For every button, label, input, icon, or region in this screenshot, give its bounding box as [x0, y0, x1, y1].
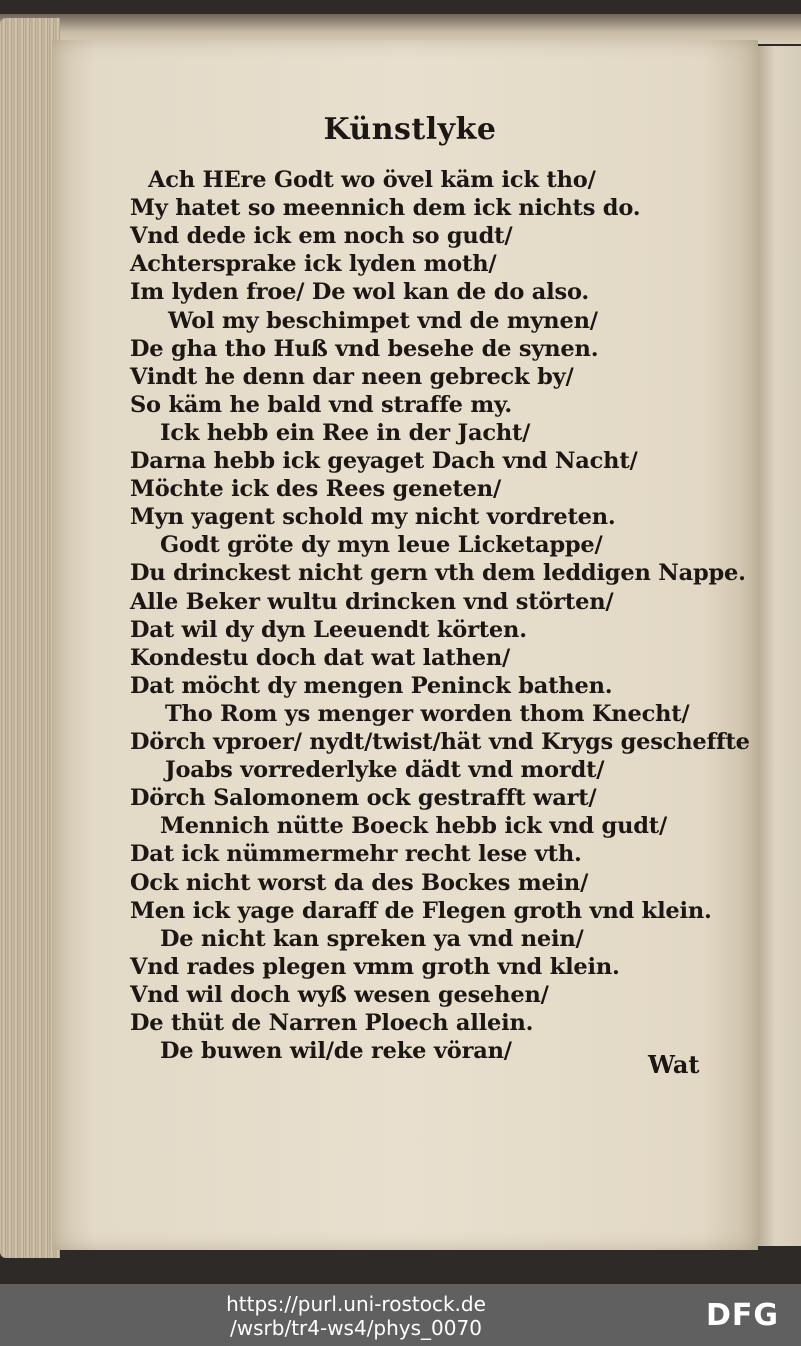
verse-line: Vnd wil doch wyß wesen gesehen/: [130, 981, 549, 1008]
verse-line: Men ick yage daraff de Flegen groth vnd klein.: [130, 897, 712, 924]
verse-line: Vindt he denn dar neen gebreck by/: [130, 363, 574, 390]
verse-line: Myn yagent schold my nicht vordreten.: [130, 504, 616, 531]
verse-line: Dörch vproer/ nydt/twist/hät vnd Krygs gescheffte: [130, 729, 750, 755]
book-fore-edge: [0, 18, 60, 1258]
verse-line: Möchte ick des Rees geneten/: [130, 476, 501, 503]
running-heading: Künstlyke: [323, 112, 497, 147]
verse-line: So käm he bald vnd straffe my.: [130, 391, 512, 418]
verse-line: My hatet so meennich dem ick nichts do.: [130, 195, 641, 222]
verse-line: Vnd dede ick em noch so gudt/: [130, 223, 513, 250]
verse-line: Ick hebb ein Ree in der Jacht/: [160, 419, 531, 446]
viewer-footer: [0, 1284, 801, 1346]
verse-line: Dat möcht dy mengen Peninck bathen.: [130, 672, 613, 699]
verse-line: Im lyden froe/ De wol kan de do also.: [130, 279, 590, 306]
verse-line: Ock nicht worst da des Bockes mein/: [130, 869, 589, 896]
verse-line: Alle Beker wultu drincken vnd störten/: [130, 588, 614, 615]
verse-line: Wol my beschimpet vnd de mynen/: [168, 307, 598, 334]
verse-line: Dat wil dy dyn Leeuendt körten.: [130, 616, 527, 643]
verse-line: Kondestu doch dat wat lathen/: [130, 644, 511, 671]
verse-line: Dat ick nümmermehr recht lese vth.: [130, 841, 582, 868]
verse-line: De gha tho Huß vnd besehe de synen.: [130, 335, 599, 362]
verse-line: De buwen wil/de reke vöran/: [160, 1038, 512, 1065]
dfg-logo: DFG: [706, 1298, 780, 1333]
permalink[interactable]: [0, 1292, 712, 1340]
permalink-line-2[interactable]: /wsrb/tr4-ws4/phys_0070: [230, 1316, 482, 1340]
verse-line: Dörch Salomonem ock gestrafft wart/: [130, 785, 597, 812]
verse-line: Tho Rom ys menger worden thom Knecht/: [165, 700, 690, 727]
verse-line: Vnd rades plegen vmm groth vnd klein.: [130, 953, 620, 980]
verse-line: Achtersprake ick lyden moth/: [130, 251, 497, 278]
catchword: Wat: [648, 1050, 700, 1079]
verse-line: De thüt de Narren Ploech allein.: [130, 1010, 534, 1036]
verse-line: Darna hebb ick geyaget Dach vnd Nacht/: [130, 448, 638, 474]
verse-line: Godt gröte dy myn leue Licketappe/: [160, 532, 603, 559]
verse-line: Du drinckest nicht gern vth dem leddigen Nappe.: [130, 560, 746, 587]
verse-line: Ach HEre Godt wo övel käm ick tho/: [148, 167, 596, 193]
facing-page-edge: [758, 46, 801, 1246]
verse-line: De nicht kan spreken ya vnd nein/: [160, 925, 584, 952]
verse-line: Mennich nütte Boeck hebb ick vnd gudt/: [160, 813, 667, 840]
permalink-line-1[interactable]: https://purl.uni-rostock.de: [226, 1292, 486, 1316]
verse-line: Joabs vorrederlyke dädt vnd mordt/: [165, 757, 605, 784]
